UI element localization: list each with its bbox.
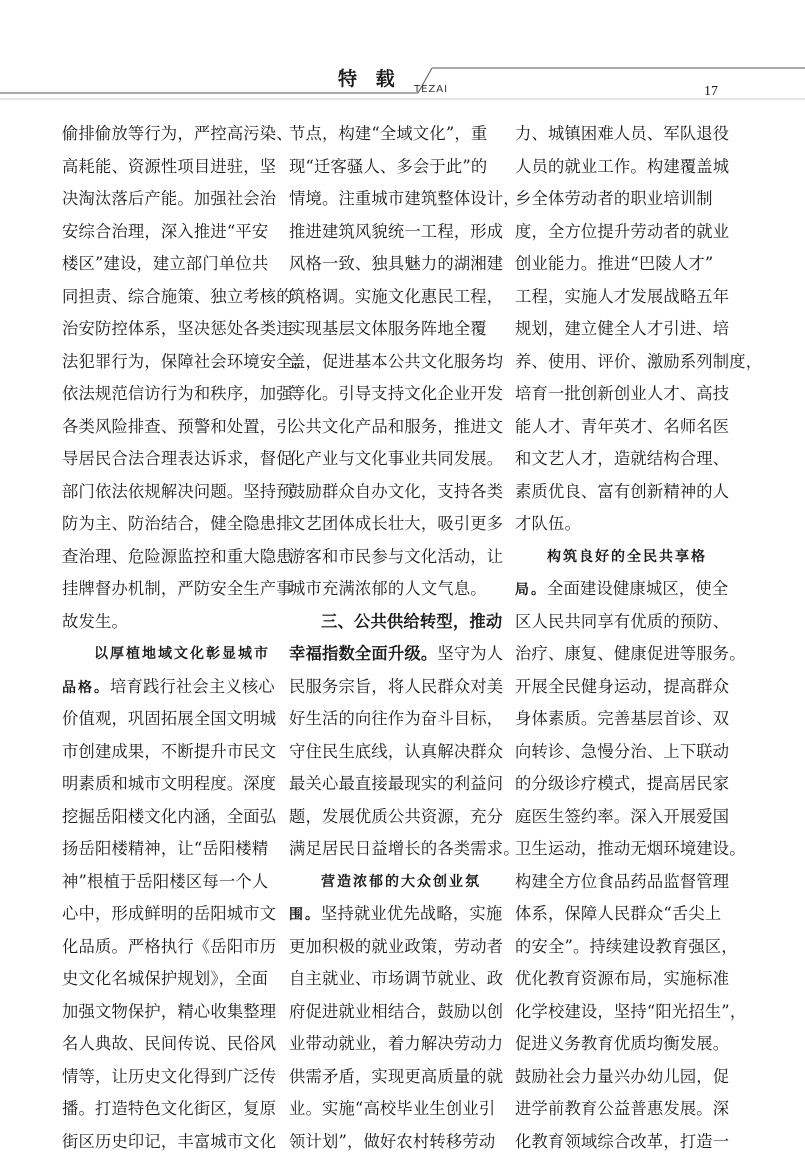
subheading: 营造浓郁的大众创业氛 (289, 866, 501, 899)
text-line: 现“迁客骚人、多会于此”的 (289, 151, 501, 184)
text-line: 部门依法依规解决问题。坚持预 (62, 476, 276, 509)
text-line: 能人才、青年英才、名师名医 (515, 411, 729, 444)
text-line: 治疗、康复、健康促进等服务。 (515, 638, 729, 671)
section-romanization: TEZAI (414, 84, 448, 95)
text-line: 度，全方位提升劳动者的就业 (515, 216, 729, 249)
text-line: 安综合治理，深入推进“平安 (62, 216, 276, 249)
text-line: 高耗能、资源性项目进驻，坚 (62, 151, 276, 184)
subheading-end: 品格。 (62, 680, 110, 696)
text-line: 神”根植于岳阳楼区每一个人 (62, 866, 276, 899)
text-line: 坚持就业优先战略，实施 (321, 904, 502, 923)
text-line: 街区历史印记，丰富城市文化 (62, 1126, 276, 1158)
text-line: 游客和市民参与文化活动，让 (289, 541, 501, 574)
text-line: 挂牌督办机制，严防安全生产事 (62, 573, 276, 606)
text-line: 和文艺人才，造就结构合理、 (515, 443, 729, 476)
text-line: 化学校建设，坚持“阳光招生”， (515, 996, 729, 1029)
text-line: 全面建设健康城区，使全 (547, 579, 728, 598)
text-line: 民服务宗旨，将人民群众对美 (289, 671, 501, 704)
text-line: 防为主、防治结合，健全隐患排 (62, 508, 276, 541)
text-line: 坚守为人 (437, 644, 503, 663)
text-line: 府促进就业相结合，鼓励以创 (289, 996, 501, 1029)
text-column-2 (289, 118, 501, 1158)
text-line: 守住民生底线，认真解决群众 (289, 736, 501, 769)
text-line: 鼓励社会力量兴办幼儿园，促 (515, 1061, 729, 1094)
text-line: 筑格调。实施文化惠民工程， (289, 281, 501, 314)
text-line: 创业能力。推进“巴陵人才” (515, 248, 729, 281)
text-line: 素质优良、富有创新精神的人 (515, 476, 729, 509)
text-line: 才队伍。 (515, 508, 729, 541)
text-line: 养、使用、评价、激励系列制度， (515, 346, 729, 379)
text-line: 楼区”建设，建立部门单位共 (62, 248, 276, 281)
text-line: 更加积极的就业政策，劳动者 (289, 931, 501, 964)
text-line: 决淘汰落后产能。加强社会治 (62, 183, 276, 216)
subheading: 以厚植地域文化彰显城市 (62, 638, 276, 671)
text-line: 的分级诊疗模式，提高居民家 (515, 768, 729, 801)
text-line: 偷排偷放等行为，严控高污染、 (62, 118, 276, 151)
text-line: 区人民共同享有优质的预防、 (515, 606, 729, 639)
text-line: 卫生运动，推动无烟环境建设。 (515, 833, 729, 866)
text-line: 化教育领域综合改革，打造一 (515, 1126, 729, 1158)
text-line: 庭医生签约率。深入开展爱国 (515, 801, 729, 834)
text-column-3 (515, 118, 729, 1158)
text-line: 构建全方位食品药品监督管理 (515, 866, 729, 899)
text-line: 市创建成果，不断提升市民文 (62, 736, 276, 769)
text-line: 规划，建立健全人才引进、培 (515, 313, 729, 346)
text-line: 自主就业、市场调节就业、政 (289, 963, 501, 996)
section-heading: 三、公共供给转型，推动 (289, 606, 501, 639)
text-line: 盖，促进基本公共文化服务均 (289, 346, 501, 379)
text-line: 身体素质。完善基层首诊、双 (515, 703, 729, 736)
text-line: 化产业与文化事业共同发展。 (289, 443, 501, 476)
page-number: 17 (704, 84, 718, 100)
text-line: 的安全”。持续建设教育强区， (515, 931, 729, 964)
text-line: 公共文化产品和服务，推进文 (289, 411, 501, 444)
text-line: 播。打造特色文化街区，复原 (62, 1093, 276, 1126)
text-line: 人员的就业工作。构建覆盖城 (515, 151, 729, 184)
text-line: 促进义务教育优质均衡发展。 (515, 1028, 729, 1061)
text-line: 挖掘岳阳楼文化内涵，全面弘 (62, 801, 276, 834)
text-line: 依法规范信访行为和秩序，加强 (62, 378, 276, 411)
text-line: 城市充满浓郁的人文气息。 (289, 573, 501, 606)
text-line: 治安防控体系，坚决惩处各类违 (62, 313, 276, 346)
text-line: 实现基层文体服务阵地全覆 (289, 313, 501, 346)
text-line: 史文化名城保护规划》，全面 (62, 963, 276, 996)
text-line: 优化教育资源布局，实施标准 (515, 963, 729, 996)
subheading-end: 局。 (515, 582, 547, 598)
section-heading-end: 幸福指数全面升级。 (289, 644, 437, 663)
text-line: 故发生。 (62, 606, 276, 639)
text-line: 扬岳阳楼精神，让“岳阳楼精 (62, 833, 276, 866)
text-line: 领计划”，做好农村转移劳动 (289, 1126, 501, 1158)
text-line: 等化。引导支持文化企业开发 (289, 378, 501, 411)
text-line: 心中，形成鲜明的岳阳城市文 (62, 898, 276, 931)
header-rule (0, 0, 805, 110)
page-header (0, 0, 805, 110)
text-line: 业带动就业，着力解决劳动力 (289, 1028, 501, 1061)
text-line: 供需矛盾，实现更高质量的就 (289, 1061, 501, 1094)
text-line: 化品质。严格执行《岳阳市历 (62, 931, 276, 964)
text-line: 文艺团体成长壮大，吸引更多 (289, 508, 501, 541)
text-line: 节点，构建“全域文化”，重 (289, 118, 501, 151)
text-line: 鼓励群众自办文化，支持各类 (289, 476, 501, 509)
text-column-1 (62, 118, 276, 1158)
text-line: 开展全民健身运动，提高群众 (515, 671, 729, 704)
text-line: 乡全体劳动者的职业培训制 (515, 183, 729, 216)
subheading: 构筑良好的全民共享格 (515, 541, 729, 574)
text-line: 加强文物保护，精心收集整理 (62, 996, 276, 1029)
text-line: 推进建筑风貌统一工程，形成 (289, 216, 501, 249)
text-line: 满足居民日益增长的各类需求。 (289, 833, 501, 866)
text-line: 培育践行社会主义核心 (110, 677, 275, 696)
text-line: 价值观，巩固拓展全国文明城 (62, 703, 276, 736)
text-line: 明素质和城市文明程度。深度 (62, 768, 276, 801)
text-line: 体系，保障人民群众“舌尖上 (515, 898, 729, 931)
text-line: 力、城镇困难人员、军队退役 (515, 118, 729, 151)
text-line: 风格一致、独具魅力的湖湘建 (289, 248, 501, 281)
text-line: 向转诊、急慢分治、上下联动 (515, 736, 729, 769)
text-line: 导居民合法合理表达诉求，督促 (62, 443, 276, 476)
text-line: 法犯罪行为，保障社会环境安全。 (62, 346, 276, 379)
text-line: 名人典故、民间传说、民俗风 (62, 1028, 276, 1061)
text-line: 业。实施“高校毕业生创业引 (289, 1093, 501, 1126)
text-line: 培育一批创新创业人才、高技 (515, 378, 729, 411)
text-line: 题，发展优质公共资源，充分 (289, 801, 501, 834)
text-line: 各类风险排查、预警和处置，引 (62, 411, 276, 444)
section-title: 特 载 (338, 64, 401, 91)
text-line: 同担责、综合施策、独立考核的 (62, 281, 276, 314)
text-line: 好生活的向往作为奋斗目标， (289, 703, 501, 736)
text-line: 查治理、危险源监控和重大隐患 (62, 541, 276, 574)
text-line: 情境。注重城市建筑整体设计， (289, 183, 501, 216)
text-line: 情等，让历史文化得到广泛传 (62, 1061, 276, 1094)
text-line: 进学前教育公益普惠发展。深 (515, 1093, 729, 1126)
text-line: 最关心最直接最现实的利益问 (289, 768, 501, 801)
subheading-end: 围。 (289, 907, 321, 923)
text-line: 工程，实施人才发展战略五年 (515, 281, 729, 314)
